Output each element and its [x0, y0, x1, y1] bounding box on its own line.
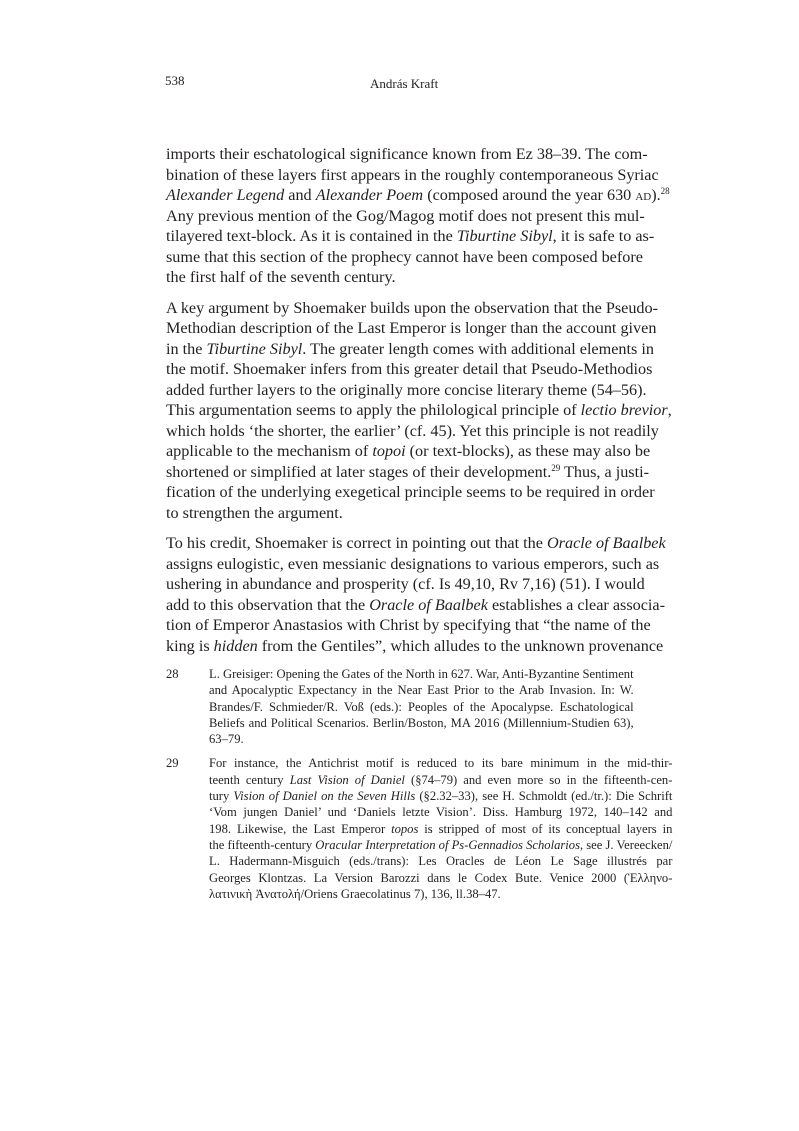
text-line: assigns eulogistic, even messianic designations to various emperors, such as [166, 554, 660, 573]
text-line: L. Hadermann-Misguich (eds./trans): Les Oracles de Léon Le Sage illustrés par [209, 854, 673, 869]
italic-text: Tiburtine Sibyl [206, 339, 303, 358]
text-line: Any previous mention of the Gog/Magog motif does not present this mul- [166, 206, 645, 225]
text-line: ‘Vom jungen Daniel’ und ‘Daniels letzte Vision’. Diss. Hamburg 1972, 140–142 and [209, 805, 673, 820]
text-line: and Apocalyptic Expectancy in the Near East Prior to the Arab Invasion. In: W. [209, 683, 634, 698]
text-line: add to this observation that the Oracle of Baalbek establishes a clear associa- [166, 595, 665, 614]
text-line: applicable to the mechanism of topoi (or text-blocks), as these may also be [166, 442, 651, 460]
footnote-ref[interactable]: 28 [660, 186, 670, 196]
text-line: tion of Emperor Anastasios with Christ by specifying that “the name of the [166, 616, 651, 634]
text-line: to strengthen the argument. [166, 503, 343, 522]
text-line: the fifteenth-century Oracular Interpretation of Ps-Gennadios Scholarios, see J. Vereecken/ [209, 837, 673, 852]
text-line: 198. Likewise, the Last Emperor topos is stripped of most of its conceptual layers in [209, 821, 673, 836]
text-line: Georges Klontzas. La Version Barozzi dans le Codex Bute. Venice 2000 (Ἑλληνο- [209, 870, 673, 885]
text-line: imports their eschatological significance known from Ez 38–39. The com- [166, 145, 648, 163]
text-line: λατινικὴ Ἀνατολή/Oriens Graecolatinus 7), 136, ll.38–47. [209, 886, 501, 901]
text-line: sume that this section of the prophecy cannot have been composed before [166, 247, 643, 266]
italic-text: Tiburtine Sibyl [456, 227, 553, 245]
footnote-number: 29 [166, 756, 179, 771]
small-caps-text: ad [635, 186, 652, 204]
text-line: For instance, the Antichrist motif is reduced to its bare minimum in the mid-thir- [209, 756, 673, 771]
text-line: tilayered text-block. As it is contained in the Tiburtine Sibyl, it is safe to as- [166, 227, 655, 245]
footnote-ref[interactable]: 29 [551, 462, 561, 473]
paragraph [166, 298, 672, 524]
italic-text: Oracle of Baalbek [369, 595, 488, 614]
text-line: ushering in abundance and prosperity (cf. Is 49,10, Rv 7,16) (51). I would [166, 575, 645, 593]
footnote [166, 666, 633, 747]
text-line: teenth century Last Vision of Daniel (§74–79) and even more so in the fifteenth-cen- [209, 772, 673, 787]
text-line: Brandes/F. Schmieder/R. Voß (eds.): Peoples of the Apocalypse. Eschatological [209, 699, 634, 714]
text-line: added further layers to the originally more concise literary theme (54–56). [166, 380, 647, 399]
text-line: the first half of the seventh century. [166, 268, 396, 286]
paragraph [166, 533, 666, 656]
italic-text: Alexander Legend [166, 186, 285, 204]
running-head: András Kraft [370, 76, 439, 91]
text-line: A key argument by Shoemaker builds upon the observation that the Pseudo- [166, 298, 658, 317]
text-line: bination of these layers first appears in the roughly contemporaneous Syriac [166, 165, 659, 184]
text-line: Alexander Legend and Alexander Poem (composed around the year 630 ad).$^{28}$ [166, 186, 670, 204]
italic-text: hidden [213, 636, 258, 655]
text-line: Methodian description of the Last Emperor is longer than the account given [166, 319, 657, 337]
text-line: which holds ‘the shorter, the earlier’ (cf. 45). Yet this principle is not readily [166, 421, 659, 440]
text-line: tury Vision of Daniel on the Seven Hills (§2.32–33), see H. Schmoldt (ed./tr.): Die Schrift [209, 789, 673, 804]
italic-text: Vision of Daniel on the Seven Hills [233, 789, 416, 804]
text-line: 63–79. [209, 732, 244, 747]
text-line: in the Tiburtine Sibyl. The greater length comes with additional elements in [166, 339, 654, 358]
italic-text: topoi [372, 442, 406, 460]
text-line: shortened or simplified at later stages of their development.$^{29}$ Thus, a justi- [166, 462, 649, 481]
footnote-number: 28 [166, 667, 179, 681]
text-line: This argumentation seems to apply the philological principle of lectio brevior, [166, 401, 672, 419]
footnotes [166, 666, 673, 910]
text-line: To his credit, Shoemaker is correct in pointing out that the Oracle of Baalbek [166, 534, 666, 552]
italic-text: Alexander Poem [315, 186, 424, 204]
text-line: Beliefs and Political Scenarios. Berlin/Boston, MA 2016 (Millennium-Studien 63), [209, 715, 634, 730]
paragraph [166, 144, 670, 288]
italic-text: Oracular Interpretation of Ps-Gennadios Scholarios [315, 837, 580, 852]
italic-text: lectio brevior [580, 401, 668, 419]
italic-text: Last Vision of Daniel [289, 772, 405, 787]
italic-text: topos [391, 821, 419, 836]
footnote [166, 755, 673, 902]
main-text [166, 144, 672, 666]
text-line: L. Greisiger: Opening the Gates of the North in 627. War, Anti-Byzantine Sentiment [209, 667, 634, 681]
footnote-text [209, 755, 672, 902]
text-line: the motif. Shoemaker infers from this greater detail that Pseudo-Methodios [166, 360, 653, 378]
text-line: fication of the underlying exegetical principle seems to be required in order [166, 483, 655, 501]
footnote-text [209, 666, 634, 747]
page-number: 538 [165, 73, 185, 88]
italic-text: Oracle of Baalbek [546, 534, 666, 552]
text-line: king is hidden from the Gentiles”, which alludes to the unknown provenance [166, 636, 664, 655]
